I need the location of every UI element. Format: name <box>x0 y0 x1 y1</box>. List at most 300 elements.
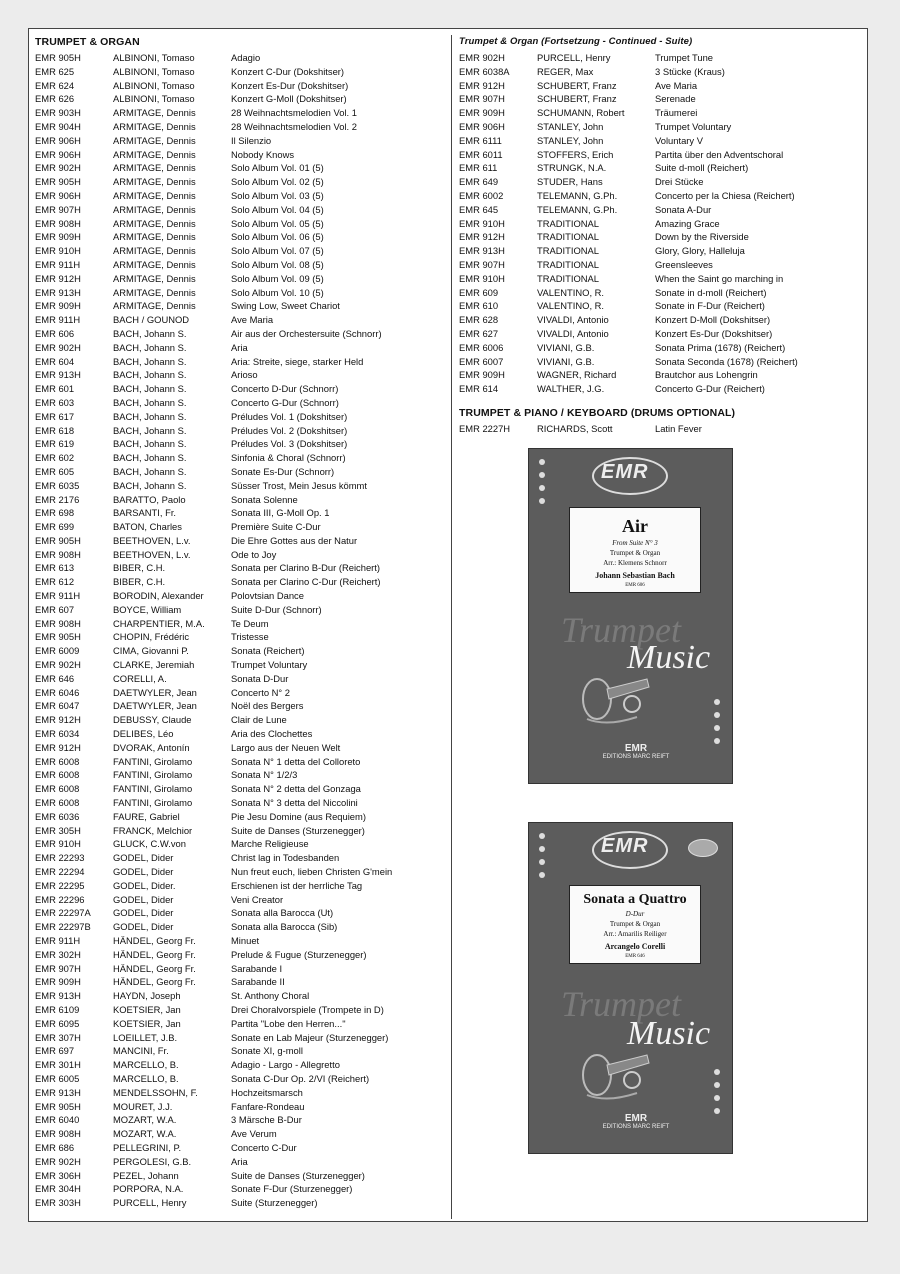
catalog-row <box>35 161 447 175</box>
composer-name: BACH, Johann S. <box>113 355 187 367</box>
cover-sonata-a-quattro <box>528 822 733 1154</box>
work-title: Trumpet Tune <box>655 52 714 63</box>
catalog-number: EMR 698 <box>35 507 75 519</box>
catalog-number: EMR 913H <box>35 1086 81 1098</box>
catalog-number: EMR 907H <box>35 962 81 974</box>
composer-name: BACH / GOUNOD <box>113 314 190 326</box>
catalog-row <box>35 589 447 603</box>
cover-instrumentation: Trumpet & Organ <box>609 920 661 928</box>
work-title: Suite de Danses (Sturzenegger) <box>231 1169 365 1181</box>
work-title: Solo Album Vol. 02 (5) <box>231 176 324 188</box>
work-title: Sonate XI, g-moll <box>231 1045 303 1057</box>
catalog-row <box>35 258 447 272</box>
work-title: Solo Album Vol. 03 (5) <box>231 189 324 201</box>
composer-name: CIMA, Giovanni P. <box>113 645 189 657</box>
catalog-row <box>35 1086 447 1100</box>
work-title: Sonata D-Dur <box>231 672 289 684</box>
composer-name: STRUNGK, N.A. <box>537 162 607 174</box>
composer-name: CHARPENTIER, M.A. <box>113 617 205 629</box>
catalog-row <box>35 286 447 300</box>
catalog-row <box>35 1155 447 1169</box>
right-column <box>459 35 864 436</box>
work-title: Konzert G-Moll (Dokshitser) <box>231 93 347 105</box>
work-title: Concerto C-Dur <box>231 1141 297 1153</box>
catalog-number: EMR 908H <box>35 548 81 560</box>
catalog-number: EMR 614 <box>459 383 499 395</box>
catalog-row <box>35 975 447 989</box>
composer-name: BACH, Johann S. <box>113 452 187 464</box>
catalog-number: EMR 612 <box>35 576 75 588</box>
composer-name: DEBUSSY, Claude <box>113 714 192 726</box>
composer-name: PELLEGRINI, P. <box>113 1141 182 1153</box>
catalog-row <box>35 148 447 162</box>
catalog-number: EMR 22297B <box>35 921 91 933</box>
catalog-number: EMR 601 <box>35 383 75 395</box>
work-title: Sonate in d-moll (Reichert) <box>655 286 767 298</box>
catalog-row <box>35 906 447 920</box>
work-title: Sonata Solenne <box>231 493 298 505</box>
work-title: Sonata per Clarino B-Dur (Reichert) <box>231 562 381 574</box>
catalog-row <box>459 148 864 162</box>
composer-name: ARMITAGE, Dennis <box>113 107 196 119</box>
catalog-number: EMR 905H <box>35 176 81 188</box>
cover-air <box>528 448 733 784</box>
catalog-row <box>35 92 447 106</box>
composer-name: ARMITAGE, Dennis <box>113 258 196 270</box>
catalog-row <box>459 258 864 272</box>
catalog-row <box>35 561 447 575</box>
composer-name: BACH, Johann S. <box>113 438 187 450</box>
catalog-row <box>35 465 447 479</box>
composer-name: VALENTINO, R. <box>537 286 605 298</box>
work-title: Ode to Joy <box>231 548 277 560</box>
publisher-name: EDITIONS MARC REIFT <box>602 754 670 760</box>
catalog-number: EMR 699 <box>35 521 75 533</box>
catalog-number: EMR 302H <box>35 948 81 960</box>
composer-name: MARCELLO, B. <box>113 1059 179 1071</box>
catalog-number: EMR 907H <box>459 258 505 270</box>
publisher-name: EDITIONS MARC REIFT <box>602 1124 670 1130</box>
work-title: Ave Maria <box>655 79 698 91</box>
catalog-row <box>35 217 447 231</box>
catalog-row <box>459 230 864 244</box>
catalog-row <box>35 175 447 189</box>
composer-name: STANLEY, John <box>537 120 604 132</box>
work-title: Il Silenzio <box>231 134 272 146</box>
composer-name: SCHUBERT, Franz <box>537 79 617 91</box>
composer-name: TRADITIONAL <box>537 245 599 257</box>
catalog-row <box>35 1072 447 1086</box>
catalog-number: EMR 911H <box>35 935 81 946</box>
catalog-row <box>35 327 447 341</box>
composer-name: MOZART, W.A. <box>113 1114 177 1126</box>
catalog-row <box>35 837 447 851</box>
publisher-logo <box>601 743 671 760</box>
catalog-number: EMR 911H <box>35 258 81 270</box>
work-title: Voluntary V <box>655 134 703 146</box>
work-title: Pie Jesu Domine (aus Requiem) <box>231 810 366 822</box>
catalog-number: EMR 697 <box>35 1045 75 1057</box>
composer-name: CHOPIN, Frédéric <box>113 631 190 643</box>
composer-name: ARMITAGE, Dennis <box>113 176 196 188</box>
catalog-row <box>459 382 864 396</box>
catalog-number: EMR 905H <box>35 1100 81 1112</box>
catalog-number: EMR 6034 <box>35 728 80 740</box>
work-title: Préludes Vol. 3 (Dokshitser) <box>231 438 348 450</box>
catalog-number: EMR 624 <box>35 79 75 91</box>
composer-name: MARCELLO, B. <box>113 1072 179 1084</box>
catalog-row <box>35 948 447 962</box>
catalog-row <box>35 506 447 520</box>
catalog-number: EMR 907H <box>459 93 505 105</box>
catalog-row <box>459 189 864 203</box>
catalog-row <box>35 603 447 617</box>
catalog-row <box>35 1003 447 1017</box>
catalog-number: EMR 912H <box>459 79 505 91</box>
composer-name: BACH, Johann S. <box>113 327 187 339</box>
work-title: 28 Weihnachtsmelodien Vol. 1 <box>231 107 357 119</box>
catalog-number: EMR 306H <box>35 1169 81 1181</box>
composer-name: WALTHER, J.G. <box>537 383 605 395</box>
catalog-number: EMR 603 <box>35 396 75 408</box>
catalog-row <box>459 286 864 300</box>
catalog-row <box>35 741 447 755</box>
work-title: Concerto G-Dur (Schnorr) <box>231 396 339 408</box>
work-title: Solo Album Vol. 08 (5) <box>231 258 324 270</box>
catalog-number: EMR 6008 <box>35 755 80 767</box>
catalog-row <box>35 396 447 410</box>
work-title: Fanfare-Rondeau <box>231 1100 305 1112</box>
catalog-row <box>459 368 864 382</box>
catalog-number: EMR 613 <box>35 562 75 574</box>
catalog-number: EMR 6007 <box>459 355 504 367</box>
catalog-number: EMR 6109 <box>35 1003 80 1015</box>
work-title: St. Anthony Choral <box>231 990 310 1002</box>
cover-instrumentation: Trumpet & Organ <box>609 549 661 557</box>
work-title: Sonata A-Dur <box>655 203 712 215</box>
composer-name: GODEL, Dider <box>113 893 174 905</box>
catalog-row <box>35 134 447 148</box>
catalog-number: EMR 649 <box>459 176 499 188</box>
trumpet-illustration-icon <box>577 1035 657 1105</box>
catalog-number: EMR 910H <box>459 272 505 284</box>
catalog-row <box>35 479 447 493</box>
cover-catalog: EMR 646 <box>625 954 645 959</box>
work-title: Sarabande II <box>231 976 285 988</box>
trumpet-organ-continued-list <box>459 51 864 396</box>
catalog-number: EMR 6036 <box>35 810 80 822</box>
composer-name: ARMITAGE, Dennis <box>113 245 196 257</box>
work-title: Amazing Grace <box>655 217 720 229</box>
composer-name: CLARKE, Jeremiah <box>113 659 195 671</box>
catalog-number: EMR 912H <box>35 272 81 284</box>
work-title: Sinfonia & Choral (Schnorr) <box>231 452 346 464</box>
catalog-number: EMR 909H <box>35 231 81 243</box>
work-title: Trumpet Voluntary <box>231 659 308 671</box>
composer-name: BEETHOVEN, L.v. <box>113 534 191 546</box>
composer-name: FRANCK, Melchior <box>113 824 193 836</box>
catalog-number: EMR 6046 <box>35 686 80 698</box>
catalog-number: EMR 611 <box>459 162 498 174</box>
series-word-music: Music <box>627 1015 711 1052</box>
work-title: Träumerei <box>655 107 698 119</box>
composer-name: RICHARDS, Scott <box>537 422 613 434</box>
catalog-number: EMR 6111 <box>459 134 502 146</box>
work-title: Sonata per Clarino C-Dur (Reichert) <box>231 576 381 588</box>
catalog-row <box>459 272 864 286</box>
series-word-trumpet: Trumpet <box>561 610 682 650</box>
catalog-row <box>35 1182 447 1196</box>
composer-name: HÄNDEL, Georg Fr. <box>113 935 196 946</box>
catalog-row <box>35 51 447 65</box>
composer-name: VIVIANI, G.B. <box>537 355 595 367</box>
work-title: Marche Religieuse <box>231 838 309 850</box>
catalog-row <box>35 437 447 451</box>
work-title: Adagio <box>231 52 261 63</box>
composer-name: PERGOLESI, G.B. <box>113 1155 192 1167</box>
composer-name: FANTINI, Girolamo <box>113 797 193 809</box>
catalog-number: EMR 6035 <box>35 479 80 491</box>
work-title: Minuet <box>231 935 260 946</box>
work-title: Première Suite C-Dur <box>231 521 321 533</box>
catalog-row <box>35 410 447 424</box>
catalog-row <box>35 782 447 796</box>
work-title: Tristesse <box>231 631 269 643</box>
catalog-row <box>35 851 447 865</box>
cover-dots-top <box>539 833 545 878</box>
catalog-row <box>35 920 447 934</box>
catalog-row <box>459 120 864 134</box>
work-title: Die Ehre Gottes aus der Natur <box>231 534 358 546</box>
catalog-number: EMR 909H <box>35 976 81 988</box>
work-title: Sonata alla Barocca (Ut) <box>231 907 334 919</box>
catalog-row <box>35 810 447 824</box>
composer-name: STOFFERS, Erich <box>537 148 614 160</box>
work-title: Noël des Bergers <box>231 700 304 712</box>
catalog-number: EMR 912H <box>459 231 505 243</box>
catalog-number: EMR 6038A <box>459 65 510 77</box>
composer-name: GLUCK, C.W.von <box>113 838 186 850</box>
catalog-number: EMR 913H <box>35 990 81 1002</box>
composer-name: TRADITIONAL <box>537 217 599 229</box>
work-title: Ave Maria <box>231 314 274 326</box>
composer-name: LOEILLET, J.B. <box>113 1031 178 1043</box>
catalog-number: EMR 6006 <box>459 341 504 353</box>
catalog-number: EMR 910H <box>459 217 505 229</box>
composer-name: DELIBES, Léo <box>113 728 174 740</box>
cover-dots-bottom <box>714 1069 720 1114</box>
work-title: Trumpet Voluntary <box>655 120 732 132</box>
composer-name: MENDELSSOHN, F. <box>113 1086 198 1098</box>
catalog-row <box>35 341 447 355</box>
composer-name: MANCINI, Fr. <box>113 1045 169 1057</box>
composer-name: ARMITAGE, Dennis <box>113 217 196 229</box>
catalog-row <box>35 1127 447 1141</box>
catalog-number: EMR 618 <box>35 424 75 436</box>
catalog-number: EMR 626 <box>35 93 75 105</box>
emr-logo: EMR <box>601 835 649 857</box>
work-title: Concerto N° 2 <box>231 686 290 698</box>
catalog-number: EMR 22293 <box>35 852 85 864</box>
work-title: Drei Choralvorspiele (Trompete in D) <box>231 1003 384 1015</box>
composer-name: FANTINI, Girolamo <box>113 755 193 767</box>
trumpet-illustration-icon <box>577 659 657 729</box>
composer-name: BACH, Johann S. <box>113 369 187 381</box>
work-title: Konzert C-Dur (Dokshitser) <box>231 65 345 77</box>
catalog-number: EMR 910H <box>35 838 81 850</box>
catalog-number: EMR 22296 <box>35 893 85 905</box>
composer-name: PURCELL, Henry <box>537 52 611 63</box>
composer-name: GODEL, Dider <box>113 852 174 864</box>
catalog-row <box>35 189 447 203</box>
composer-name: GODEL, Dider. <box>113 879 176 891</box>
catalog-row <box>35 1058 447 1072</box>
work-title: Suite d-moll (Reichert) <box>655 162 749 174</box>
composer-name: BIBER, C.H. <box>113 562 166 574</box>
catalog-row <box>35 230 447 244</box>
catalog-number: EMR 909H <box>459 369 505 381</box>
catalog-row <box>459 161 864 175</box>
catalog-number: EMR 607 <box>35 603 75 615</box>
composer-name: ARMITAGE, Dennis <box>113 300 196 312</box>
composer-name: TRADITIONAL <box>537 272 599 284</box>
catalog-row <box>35 1169 447 1183</box>
composer-name: VIVIANI, G.B. <box>537 341 595 353</box>
composer-name: BATON, Charles <box>113 521 182 533</box>
work-title: Solo Album Vol. 07 (5) <box>231 245 324 257</box>
composer-name: SCHUBERT, Franz <box>537 93 617 105</box>
catalog-row <box>35 520 447 534</box>
catalog-number: EMR 304H <box>35 1183 81 1195</box>
section-title-trumpet-piano: TRUMPET & PIANO / KEYBOARD (DRUMS OPTIONAL) <box>459 406 736 419</box>
catalog-number: EMR 605 <box>35 465 75 477</box>
composer-name: BORODIN, Alexander <box>113 590 204 602</box>
composer-name: ARMITAGE, Dennis <box>113 272 196 284</box>
work-title: Préludes Vol. 2 (Dokshitser) <box>231 424 348 436</box>
catalog-number: EMR 910H <box>35 245 81 257</box>
catalog-row <box>35 630 447 644</box>
catalog-number: EMR 905H <box>35 52 81 63</box>
composer-name: BARSANTI, Fr. <box>113 507 177 519</box>
catalog-row <box>35 617 447 631</box>
catalog-number: EMR 903H <box>35 107 81 119</box>
work-title: Glory, Glory, Halleluja <box>655 245 745 257</box>
catalog-row <box>459 175 864 189</box>
emr-logo: EMR <box>601 461 649 483</box>
work-title: Suite de Danses (Sturzenegger) <box>231 824 365 836</box>
cover-arranger: Arr.: Amarilis Reiliger <box>603 930 667 938</box>
work-title: Christ lag in Todesbanden <box>231 852 340 864</box>
catalog-number: EMR 606 <box>35 327 75 339</box>
catalog-row <box>35 879 447 893</box>
catalog-row <box>35 768 447 782</box>
work-title: Sonata Seconda (1678) (Reichert) <box>655 355 798 367</box>
composer-name: STUDER, Hans <box>537 176 603 188</box>
work-title: Serenade <box>655 93 696 105</box>
cover-composer: Johann Sebastian Bach <box>595 571 675 580</box>
catalog-row <box>35 796 447 810</box>
catalog-row <box>35 713 447 727</box>
catalog-row <box>459 79 864 93</box>
composer-name: ARMITAGE, Dennis <box>113 148 196 160</box>
work-title: 3 Stücke (Kraus) <box>655 65 725 77</box>
catalog-number: EMR 6009 <box>35 645 80 657</box>
work-title: Sonate in F-Dur (Reichert) <box>655 300 765 312</box>
composer-name: MOZART, W.A. <box>113 1128 177 1140</box>
left-column <box>35 35 447 1210</box>
cover-catalog: EMR 606 <box>625 583 645 588</box>
catalog-row <box>35 686 447 700</box>
catalog-number: EMR 303H <box>35 1197 81 1209</box>
composer-name: TRADITIONAL <box>537 258 599 270</box>
composer-name: HAYDN, Joseph <box>113 990 181 1002</box>
work-title: Greensleeves <box>655 258 713 270</box>
work-title: Sonate Es-Dur (Schnorr) <box>231 465 335 477</box>
cover-title-box <box>569 885 701 964</box>
work-title: Erschienen ist der herrliche Tag <box>231 879 363 891</box>
catalog-row <box>35 120 447 134</box>
composer-name: ARMITAGE, Dennis <box>113 286 196 298</box>
catalog-row <box>35 368 447 382</box>
work-title: Sonata (Reichert) <box>231 645 305 657</box>
catalog-row <box>459 422 864 436</box>
catalog-number: EMR 625 <box>35 65 75 77</box>
composer-name: ARMITAGE, Dennis <box>113 162 196 174</box>
work-title: Sonata N° 3 detta del Niccolini <box>231 797 358 809</box>
composer-name: VALENTINO, R. <box>537 300 605 312</box>
cover-dots-bottom <box>714 699 720 744</box>
composer-name: VIVALDI, Antonio <box>537 327 609 339</box>
composer-name: BACH, Johann S. <box>113 383 187 395</box>
cover-subtitle: D-Dur <box>625 910 645 918</box>
work-title: Te Deum <box>231 617 269 629</box>
catalog-row <box>35 893 447 907</box>
catalog-row <box>35 865 447 879</box>
catalog-number: EMR 906H <box>35 189 81 201</box>
series-word-trumpet: Trumpet <box>561 984 682 1024</box>
catalog-number: EMR 2227H <box>459 422 511 434</box>
catalog-number: EMR 6011 <box>459 148 503 160</box>
column-divider <box>451 35 452 1219</box>
catalog-row <box>459 134 864 148</box>
work-title: Solo Album Vol. 01 (5) <box>231 162 324 174</box>
catalog-row <box>459 313 864 327</box>
series-word-music: Music <box>627 639 711 676</box>
catalog-row <box>35 65 447 79</box>
work-title: Sonata alla Barocca (Sib) <box>231 921 338 933</box>
work-title: Largo aus der Neuen Welt <box>231 741 341 753</box>
catalog-row <box>35 548 447 562</box>
catalog-row <box>459 51 864 65</box>
composer-name: PORPORA, N.A. <box>113 1183 184 1195</box>
catalog-number: EMR 911H <box>35 590 81 602</box>
composer-name: KOETSIER, Jan <box>113 1003 181 1015</box>
catalog-number: EMR 307H <box>35 1031 81 1043</box>
cover-dots-top <box>539 459 545 504</box>
work-title: Ave Verum <box>231 1128 277 1140</box>
catalog-row <box>35 658 447 672</box>
catalog-number: EMR 602 <box>35 452 75 464</box>
work-title: Konzert Es-Dur (Dokshitser) <box>655 327 773 339</box>
catalog-number: EMR 6095 <box>35 1017 80 1029</box>
work-title: Latin Fever <box>655 422 702 434</box>
catalog-row <box>35 1196 447 1210</box>
catalog-number: EMR 22297A <box>35 907 91 919</box>
catalog-number: EMR 906H <box>459 120 505 132</box>
catalog-number: EMR 6005 <box>35 1072 80 1084</box>
work-title: Solo Album Vol. 09 (5) <box>231 272 324 284</box>
catalog-row <box>35 244 447 258</box>
